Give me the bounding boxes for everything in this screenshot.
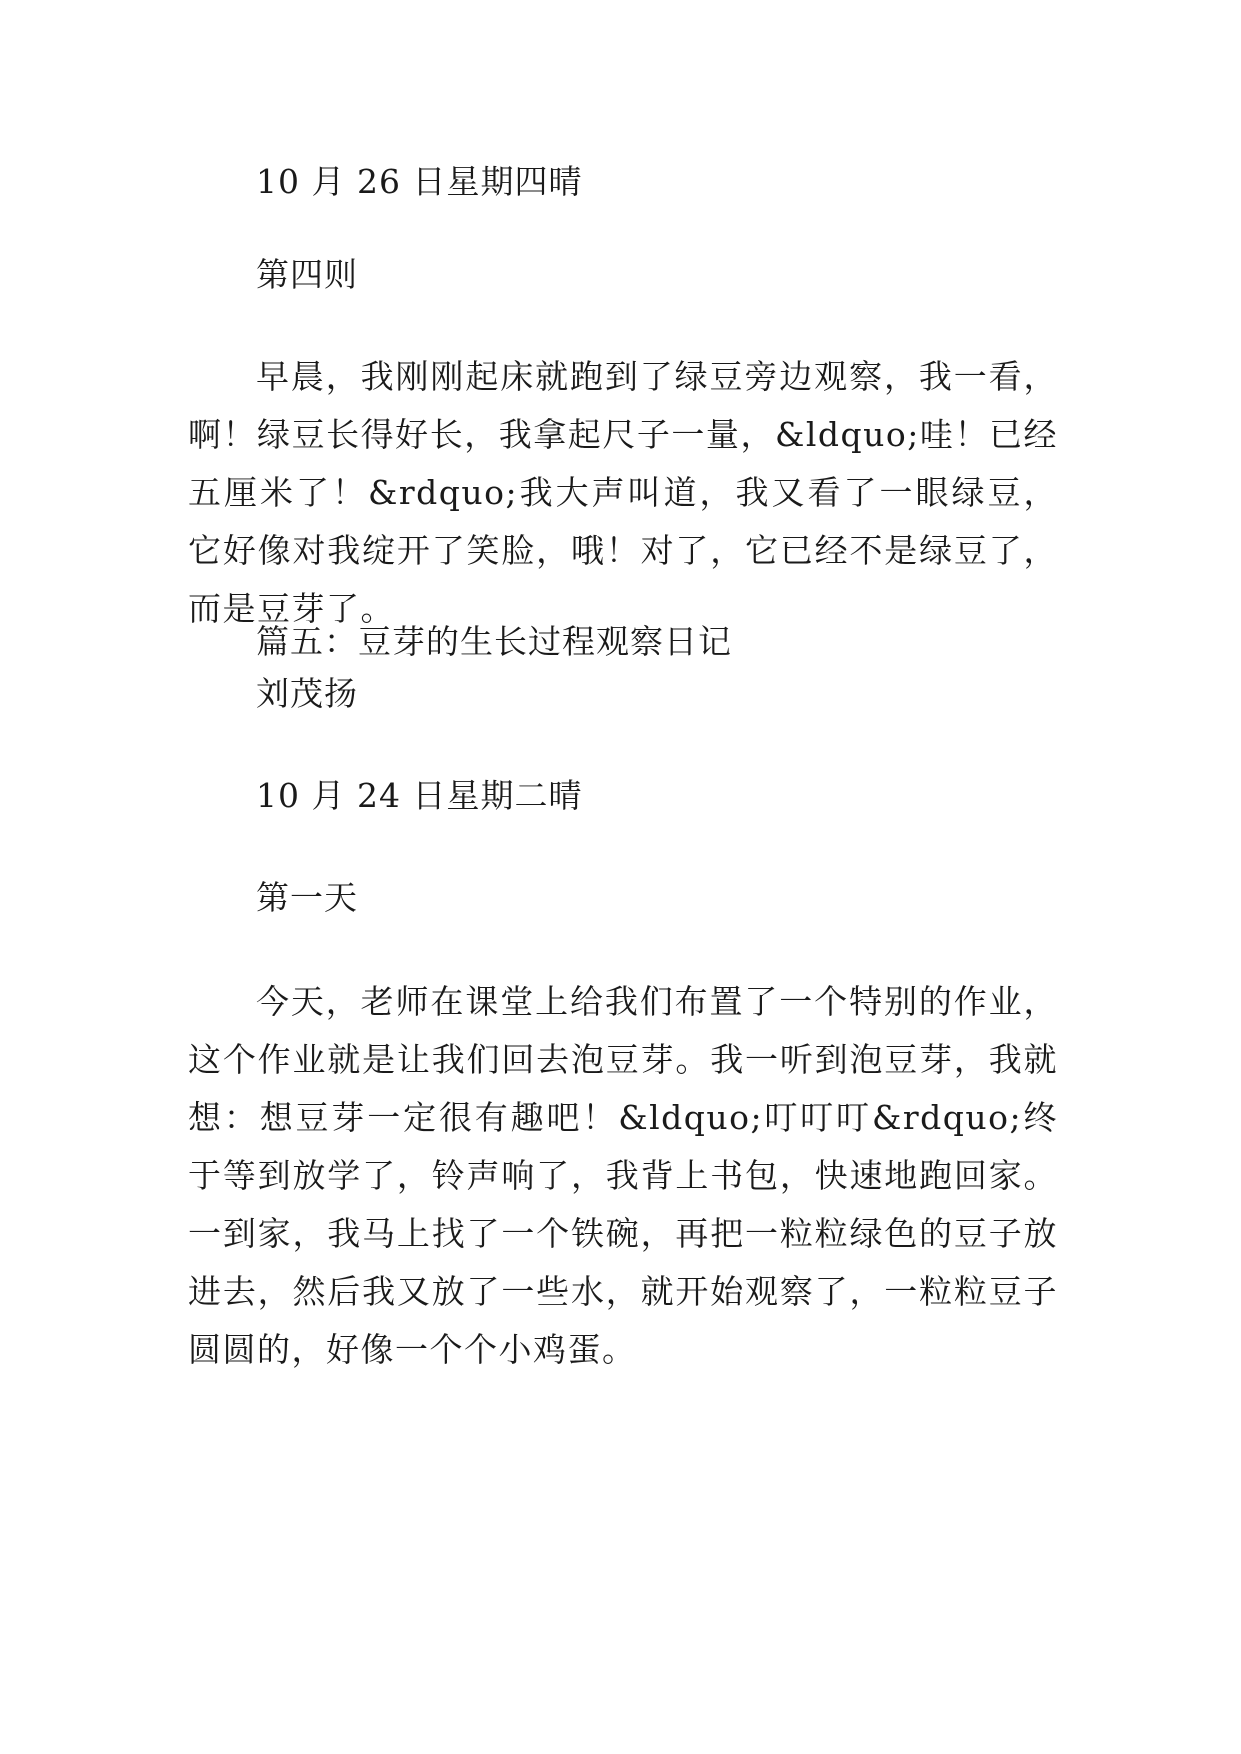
author-name: 刘茂扬 [256,674,358,713]
paragraph-1: 早晨，我刚刚起床就跑到了绿豆旁边观察，我一看，啊！绿豆长得好长，我拿起尺子一量，&ldquo;哇！已经五厘米了！&rdquo;我大声叫道，我又看了一眼绿豆，它好像对我绽开了笑脸，哦！对了，它已经不是绿豆了，而是豆芽了。 [188,357,1058,628]
paragraph-2: 今天，老师在课堂上给我们布置了一个特别的作业，这个作业就是让我们回去泡豆芽。我一听到泡豆芽，我就想：想豆芽一定很有趣吧！&ldquo;叮叮叮&rdquo;终于等到放学了，铃声响了，我背上书包，快速地跑回家。一到家，我马上找了一个铁碗，再把一粒粒绿色的豆子放进去，然后我又放了一些水，就开始观察了，一粒粒豆子圆圆的，好像一个个小鸡蛋。 [188,982,1058,1369]
section-heading-2: 第一天 [256,878,358,917]
article-title: 篇五：豆芽的生长过程观察日记 [256,622,732,661]
section-heading-1: 第四则 [256,255,358,294]
diary-date-2: 10 月 24 日星期二晴 [256,776,583,815]
diary-date-1: 10 月 26 日星期四晴 [256,162,583,201]
